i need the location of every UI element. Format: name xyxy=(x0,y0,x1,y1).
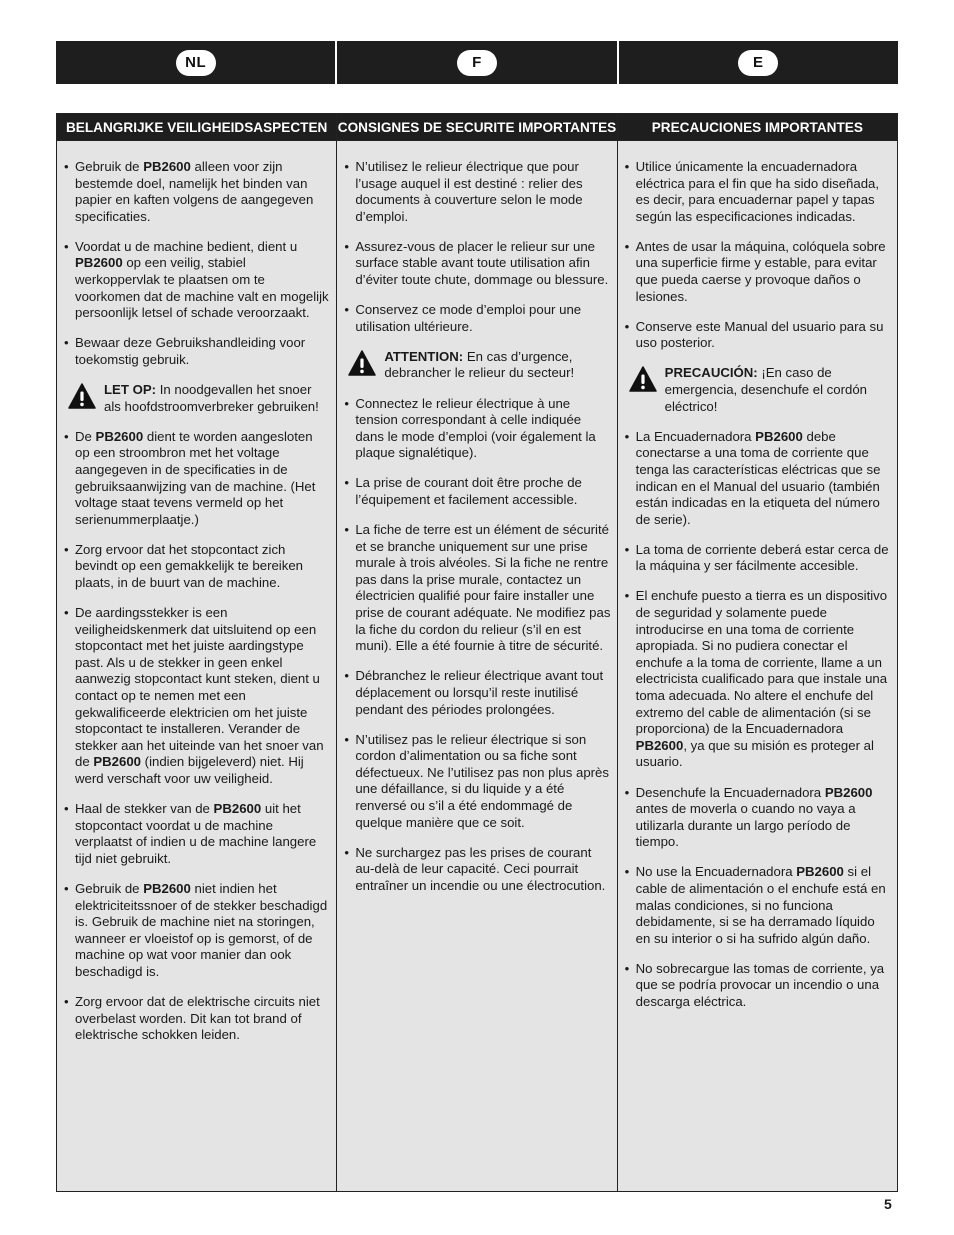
list-item xyxy=(625,239,891,305)
safety-list-e xyxy=(618,141,897,1024)
list-item xyxy=(64,542,330,592)
list-item xyxy=(625,864,891,947)
list-item xyxy=(344,396,610,462)
item-text: De xyxy=(75,428,96,444)
item-text: No use la Encuadernadora xyxy=(635,864,797,880)
item-text: N’utilisez le relieur électrique que pour l’usage auquel il est destiné : relier des documents à couverture selon le mode d’emploi. xyxy=(355,159,583,224)
warning-note xyxy=(344,349,610,382)
warning-triangle-icon xyxy=(68,383,96,409)
language-header-bar xyxy=(56,41,898,84)
list-item xyxy=(344,732,610,832)
item-text: (indien bijgeleverd) niet. Hij werd verschaft voor uw veiligheid. xyxy=(75,754,304,786)
list-item xyxy=(344,302,610,335)
language-badge-nl: NL xyxy=(176,50,216,76)
list-item xyxy=(344,668,610,718)
list-item xyxy=(64,801,330,867)
emphasis-text: PB2600 xyxy=(213,801,262,817)
item-text: Desenchufe la Encuadernadora xyxy=(635,784,825,800)
item-text: Assurez-vous de placer le relieur sur une surface stable avant toute utilisation afin d’éviter toute chute, dommage ou blessure. xyxy=(355,238,609,288)
column-title-f: CONSIGNES DE SECURITE IMPORTANTES xyxy=(337,114,616,141)
language-badge-e: E xyxy=(738,50,778,76)
item-text: alleen voor zijn bestemde doel, namelijk het binden van papier en kaften volgens de aangegeven specificaties. xyxy=(75,159,314,224)
column-e xyxy=(618,114,897,1191)
item-text: Gebruik de xyxy=(75,880,144,896)
safety-list-nl xyxy=(57,141,336,1057)
item-text: In noodgevallen het snoer als hoofdstroomverbreker gebruiken! xyxy=(104,382,319,414)
item-text: N’utilisez pas le relieur électrique si son cordon d’alimentation ou sa fiche sont défectueux. Ne l’utilisez pas non plus après une défaillance, si du liquide y a été renversé ou s’il a été endommagé de quelque manière que ce soit. xyxy=(355,731,609,830)
page-number: 5 xyxy=(884,1196,892,1212)
emphasis-text: PB2600 xyxy=(635,737,684,753)
item-text: Conserve este Manual del usuario para su uso posterior. xyxy=(635,318,884,351)
item-text: niet indien het elektriciteitssnoer of de stekker beschadigd is. Gebruik de machine niet na storingen, wanneer er vloeistof op is gemorst, of de machine op wat voor manier dan ook beschadigd is. xyxy=(75,880,328,979)
list-item xyxy=(625,319,891,352)
safety-columns xyxy=(56,113,898,1192)
item-text: La toma de corriente deberá estar cerca de la máquina y ser fácilmente accesible. xyxy=(635,541,889,574)
list-item xyxy=(625,785,891,851)
item-text: Utilice únicamente la encuadernadora eléctrica para el fin que ha sido diseñada, es decir, para encuadernar papel y tapas según las especificaciones indicadas. xyxy=(635,159,880,224)
emphasis-text: PB2600 xyxy=(95,428,144,444)
warning-note xyxy=(625,365,891,415)
item-text: Voordat u de machine bedient, dient u xyxy=(75,238,298,254)
item-text: Antes de usar la máquina, colóquela sobre una superficie firme y estable, para evitar que pueda caerse y provoque daños o lesiones. xyxy=(635,238,886,304)
item-text: dient te worden aangesloten op een stroombron met het voltage aangegeven in de specificaties in de gebruiksaanwijzing van de machine. (Het voltage staat tevens vermeld op het serienummerplaatje.) xyxy=(75,428,316,527)
list-item xyxy=(64,605,330,788)
list-item xyxy=(625,542,891,575)
item-text: Zorg ervoor dat het stopcontact zich bevindt op een gemakkelijk te bereiken plaats, in de buurt van de machine. xyxy=(75,541,303,590)
item-text: si el cable de alimentación o el enchufe está en malas condiciones, si no funciona debidamente, si se ha derramado líquido en su interior o si ha sufrido algún daño. xyxy=(635,864,886,946)
language-cell-e xyxy=(619,41,898,84)
item-text: Gebruik de xyxy=(75,159,144,174)
item-text: El enchufe puesto a tierra es un dispositivo de seguridad y solamente puede introducirse en una toma de corriente apropiada. Si no pudiera conectar el enchufe a la toma de corriente, llame a un electricista cualificado para que instale una toma adecuada. No altere el enchufe del extremo del cable de alimentación (si se proporciona) de la Encuadernadora xyxy=(635,588,888,737)
emphasis-text: LET OP: xyxy=(104,382,157,398)
column-title-nl: BELANGRIJKE VEILIGHEIDSASPECTEN xyxy=(57,114,336,141)
emphasis-text: PB2600 xyxy=(75,255,123,271)
language-badge-f: F xyxy=(457,50,497,76)
item-text: ¡En caso de emergencia, desenchufe el cordón eléctrico! xyxy=(664,365,867,414)
item-text: Zorg ervoor dat de elektrische circuits niet overbelast worden. Dit kan tot brand of elektrische schokken leiden. xyxy=(75,994,320,1043)
emphasis-text: PB2600 xyxy=(755,428,803,444)
emphasis-text: PRECAUCIÓN: xyxy=(664,365,758,381)
item-text: Ne surchargez pas les prises de courant au-delà de leur capacité. Ceci pourrait entraîner un incendie ou une électrocution. xyxy=(355,844,606,893)
column-f xyxy=(337,114,617,1191)
item-text: uit het stopcontact voordat u de machine verplaatst of indien u de machine langere tijd niet gebruikt. xyxy=(75,801,317,866)
list-item xyxy=(64,994,330,1044)
column-nl xyxy=(57,114,337,1191)
item-text: Haal de stekker van de xyxy=(75,801,214,817)
emphasis-text: PB2600 xyxy=(143,159,191,174)
list-item xyxy=(625,159,891,225)
list-item xyxy=(344,522,610,655)
list-item xyxy=(344,239,610,289)
list-item xyxy=(64,881,330,981)
item-text: , ya que su misión es proteger al usuario. xyxy=(635,737,874,770)
item-text: Conservez ce mode d’emploi pour une utilisation ultérieure. xyxy=(355,302,582,334)
column-title-e: PRECAUCIONES IMPORTANTES xyxy=(618,114,897,141)
language-cell-nl xyxy=(56,41,337,84)
list-item xyxy=(64,159,330,225)
item-text: No sobrecargue las tomas de corriente, ya que se podría provocar un incendio o una descarga eléctrica. xyxy=(635,960,885,1010)
list-item xyxy=(344,159,610,225)
warning-triangle-icon xyxy=(629,366,657,392)
emphasis-text: ATTENTION: xyxy=(384,348,464,364)
emphasis-text: PB2600 xyxy=(143,880,191,896)
list-item xyxy=(625,961,891,1011)
list-item xyxy=(64,335,330,368)
item-text: debe conectarse a una toma de corriente que tenga las características eléctricas que se indican en el Manual del usuario (también están indicadas en la etiqueta del número de serie). xyxy=(635,428,881,527)
item-text: Débranchez le relieur électrique avant tout déplacement ou lorsqu’il reste inutilisé pendant des périodes prolongées. xyxy=(355,668,604,717)
warning-triangle-icon xyxy=(348,350,376,376)
item-text: Connectez le relieur électrique à une tension correspondant à celle indiquée dans le mode d’emploi (voir également la plaque signalétique). xyxy=(355,395,596,461)
item-text: De aardingsstekker is een veiligheidskenmerk dat uitsluitend op een stopcontact met het juiste aardingstype past. Als u de stekker in geen enkel aanwezig stopcontact kunt steken, dient u contact op te nemen met een gekwalificeerde elektricien om het juiste stopcontact te installeren. Verander de stekker aan het uiteinde van het snoer van de xyxy=(75,605,324,770)
list-item xyxy=(625,429,891,529)
item-text: En cas d’urgence, debrancher le relieur du secteur! xyxy=(384,348,575,381)
item-text: antes de moverla o cuando no vaya a utilizarla durante un largo período de tiempo. xyxy=(635,801,856,850)
language-cell-f xyxy=(337,41,618,84)
list-item xyxy=(344,845,610,895)
list-item xyxy=(344,475,610,508)
emphasis-text: PB2600 xyxy=(824,784,873,800)
list-item xyxy=(625,588,891,771)
item-text: La prise de courant doit être proche de l’équipement et facilement accessible. xyxy=(355,475,582,507)
list-item xyxy=(64,429,330,529)
item-text: Bewaar deze Gebruikshandleiding voor toekomstig gebruik. xyxy=(75,335,306,367)
list-item xyxy=(64,239,330,322)
item-text: La Encuadernadora xyxy=(635,428,756,444)
emphasis-text: PB2600 xyxy=(93,754,142,770)
safety-list-f xyxy=(337,141,616,908)
item-text: La fiche de terre est un élément de sécurité et se branche uniquement sur une prise murale à trois alvéoles. Si la fiche ne rentre pas dans la prise murale, contactez un électricien qualifié pour faire installer une prise de courant adéquate. Ne modifiez pas la fiche du cordon du relieur (s’il en est muni). Elle a été fournie à titre de sécurité. xyxy=(355,522,611,654)
emphasis-text: PB2600 xyxy=(796,864,844,880)
warning-note xyxy=(64,382,330,415)
item-text: op een veilig, stabiel werkoppervlak te plaatsen om te voorkomen dat de machine valt en mogelijk persoonlijk letsel of schade veroorzaakt. xyxy=(75,255,329,321)
